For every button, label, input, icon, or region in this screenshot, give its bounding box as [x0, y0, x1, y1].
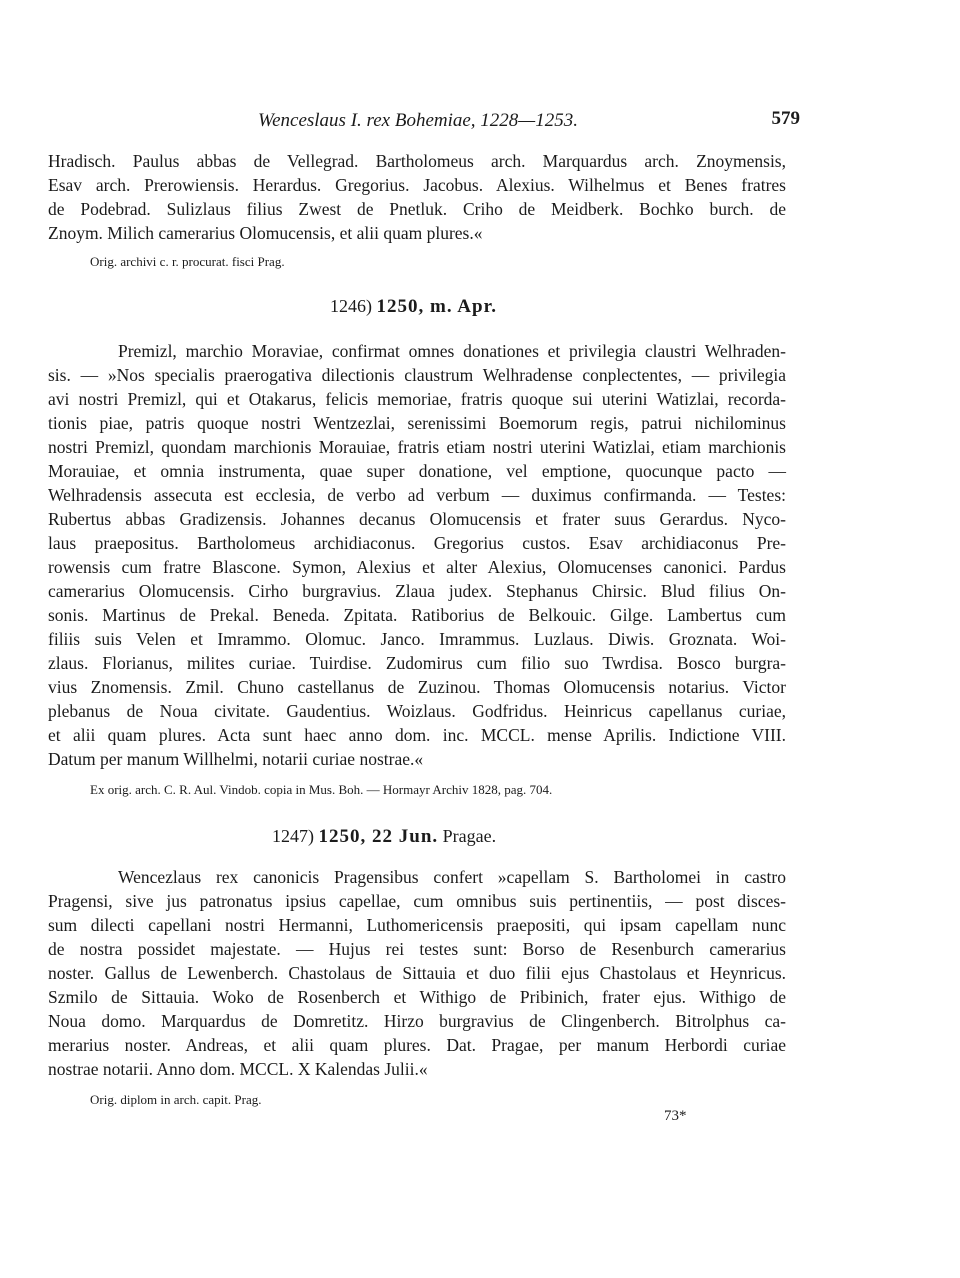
- document-heading: [330, 296, 497, 318]
- text-line: merarius noster. Andreas, et alii quam plures. Dat. Pragae, per manum Herbordi curiae: [48, 1035, 786, 1055]
- text-line: nostri Premizl, quondam marchionis Morauiae, fratris etiam nostri uterini Watizlai, etiam marchionis: [48, 437, 786, 457]
- text-line: laus praepositus. Bartholomeus archidiaconus. Gregorius custos. Esav archidiaconus Pre-: [48, 533, 786, 553]
- text-line: de nostra possidet majestate. — Hujus rei testes sunt: Borso de Resenburch camerarius: [48, 939, 786, 959]
- text-line: Esav arch. Prerowiensis. Herardus. Gregorius. Jacobus. Alexius. Wilhelmus et Benes fratres: [48, 175, 786, 195]
- source-note: Orig. diplom in arch. capit. Prag.: [90, 1092, 262, 1107]
- text-line: sum dilecti capellani nostri Hermanni, Luthomericensis praepositi, qui ipsam capellam nunc: [48, 915, 786, 935]
- source-note: Ex orig. arch. C. R. Aul. Vindob. copia in Mus. Boh. — Hormayr Archiv 1828, pag. 704.: [90, 782, 553, 797]
- text-line: Znoym. Milich camerarius Olomucensis, et alii quam plures.«: [48, 223, 483, 243]
- document-number: 1246): [330, 296, 372, 316]
- document-date: 1250, m. Apr.: [376, 296, 498, 317]
- summary-line: Premizl, marchio Moraviae, confirmat omnes donationes et privilegia claustri Welhraden-: [118, 341, 786, 361]
- text-line: rowensis cum fratre Blascone. Symon, Alexius et alter Alexius, Olomucenses canonici. Pardus: [48, 557, 786, 577]
- text-line: sonis. Martinus de Prekal. Beneda. Zpitata. Ratiborius de Belkouic. Gilge. Lambertus cum: [48, 605, 786, 625]
- document-number: 1247): [272, 826, 314, 846]
- text-line: Rubertus abbas Gradizensis. Johannes decanus Olomucensis et frater suus Gerardus. Nyco-: [48, 509, 786, 529]
- text-line: Welhradensis assecuta est ecclesia, de verbo ad verbum — duximus confirmanda. — Testes:: [48, 485, 786, 505]
- text-line: Pragensi, sive jus patronatus ipsius capellae, cum omnibus suis pertinentiis, — post disces-: [48, 891, 786, 911]
- text-line: camerarius Olomucensis. Cirho burgravius. Zlaua judex. Stephanus Chirsic. Blud filius On-: [48, 581, 786, 601]
- document-place: Pragae.: [442, 826, 497, 846]
- source-note: Orig. archivi c. r. procurat. fisci Prag.: [90, 254, 285, 269]
- text-line: avi nostri Premizl, qui et Otakarus, felicis memoriae, fratris quoque sui uterini Watizlai, recorda-: [48, 389, 786, 409]
- text-line: Wencezlaus rex canonicis Pragensibus confert »capellam S. Bartholomei in castro: [118, 867, 786, 887]
- text-line: zlaus. Florianus, milites curiae. Tuirdise. Zudomirus cum filio suo Twrdisa. Bosco burgra-: [48, 653, 786, 673]
- signature-mark: 73*: [664, 1108, 687, 1124]
- text-line: Szmilo de Sittauia. Woko de Rosenberch et Withigo de Pribinich, frater ejus. Withigo de: [48, 987, 786, 1007]
- text-line: de Podebrad. Sulizlaus filius Zwest de Pnetluk. Criho de Meidberk. Bochko burch. de: [48, 199, 786, 219]
- page-number: 579: [771, 108, 800, 129]
- text-line: Morauiae, et omnia instrumenta, quae super donatione, vel emptione, quocunque pacto —: [48, 461, 786, 481]
- text-line: plebanus de Noua civitate. Gaudentius. Woizlaus. Godfridus. Heinricus capellanus curiae,: [48, 701, 786, 721]
- text-line: vius Znomensis. Zmil. Chuno castellanus de Zuzinou. Thomas Olomucensis notarius. Victor: [48, 677, 786, 697]
- document-heading: [272, 826, 496, 848]
- page-header: [48, 110, 800, 140]
- running-title: Wenceslaus I. rex Bohemiae, 1228—1253.: [258, 110, 578, 131]
- text-line: nostrae notarii. Anno dom. MCCL. X Kalendas Julii.«: [48, 1059, 428, 1079]
- text-line: Hradisch. Paulus abbas de Vellegrad. Bartholomeus arch. Marquardus arch. Znoymensis,: [48, 151, 786, 171]
- text-line: Noua domo. Marquardus de Domretitz. Hirzo burgravius de Clingenberch. Bitrolphus ca-: [48, 1011, 786, 1031]
- document-date: 1250, 22 Jun.: [318, 826, 439, 847]
- text-line: filiis suis Velen et Imrammo. Olomuc. Janco. Imrammus. Luzlaus. Diwis. Groznata. Woi-: [48, 629, 786, 649]
- text-line: et alii quam plures. Acta sunt haec anno dom. inc. MCCL. mense Aprilis. Indictione VIII.: [48, 725, 786, 745]
- text-line: noster. Gallus de Lewenberch. Chastolaus de Sittauia et duo filii ejus Chastolaus et Heynricus.: [48, 963, 786, 983]
- text-line: tionis piae, patris quoque nostri Wentzezlai, serenissimi Boemorum regis, patrui nichilominus: [48, 413, 786, 433]
- text-line: Datum per manum Willhelmi, notarii curiae nostrae.«: [48, 749, 424, 769]
- text-line: sis. — »Nos specialis praerogativa dilectionis claustrum Welhradense conplectentes, — privilegia: [48, 365, 786, 385]
